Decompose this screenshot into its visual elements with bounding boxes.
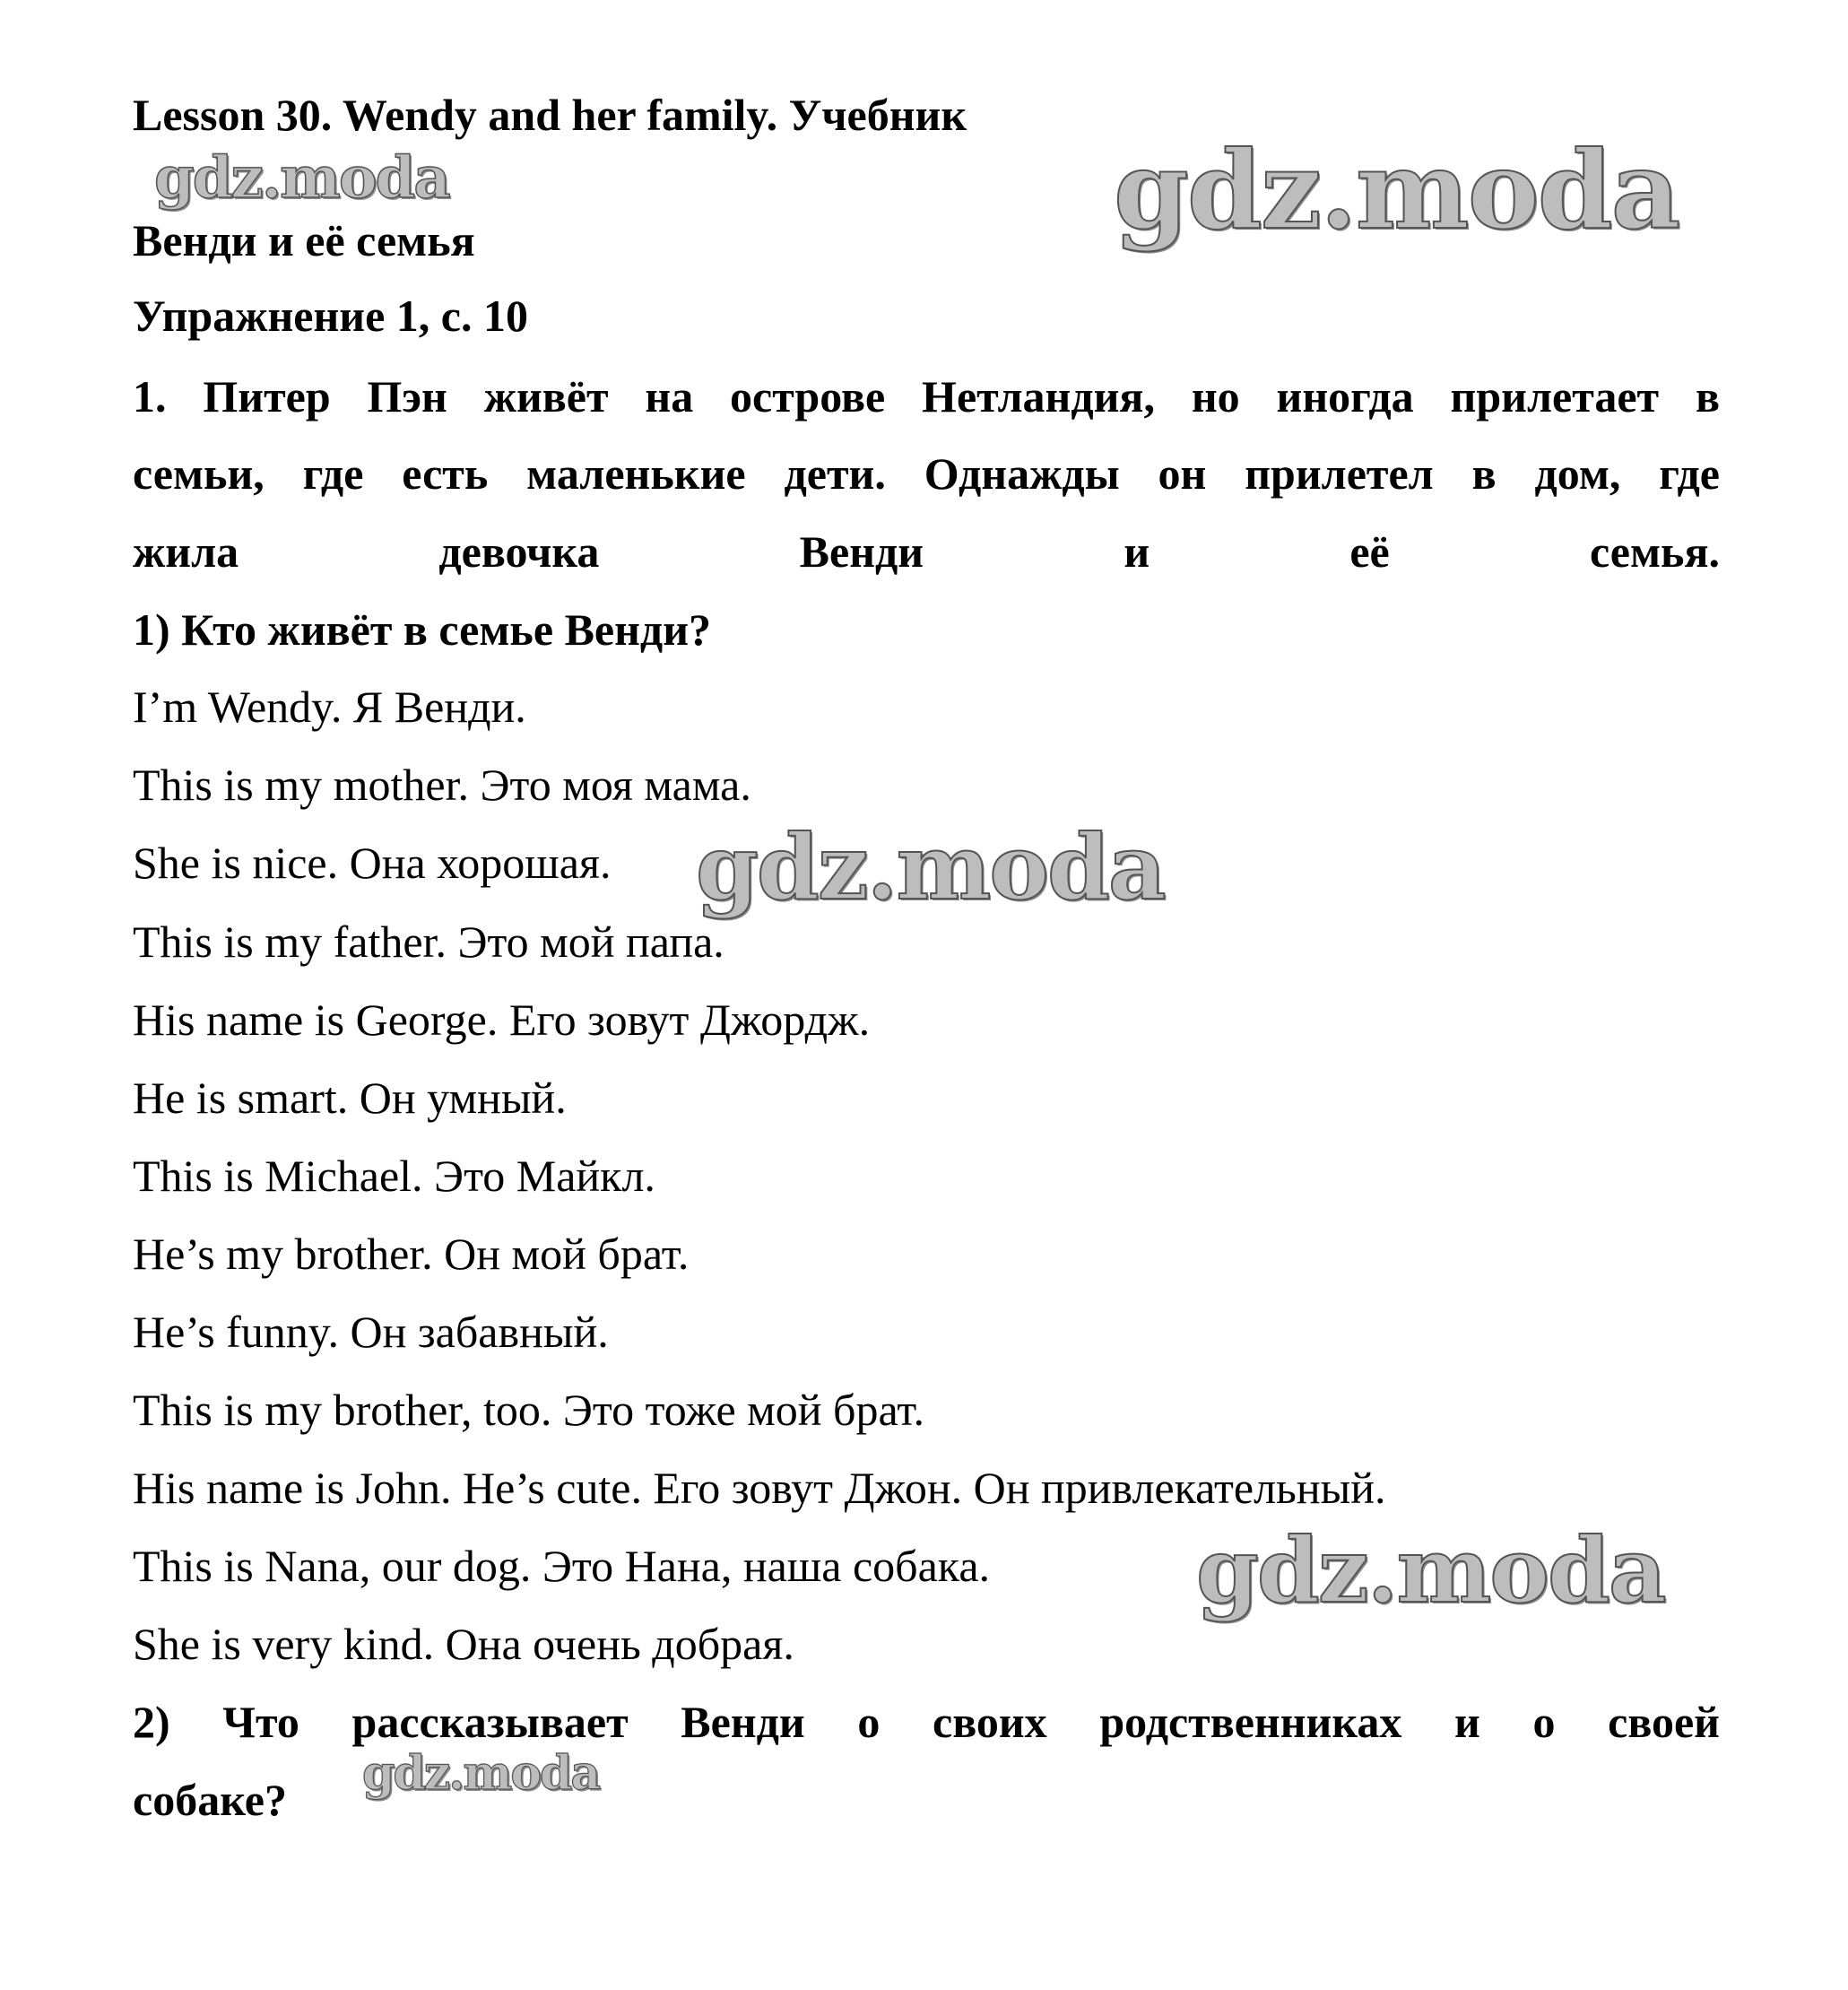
- watermark-logo: gdz.moda: [362, 1746, 600, 1801]
- watermark-logo: gdz.moda: [696, 814, 1165, 920]
- lesson-title: Lesson 30. Wendy and her family. Учебник: [133, 90, 967, 140]
- answer-line: He is smart. Он умный.: [133, 1073, 567, 1123]
- answer-line: His name is John. He’s cute. Его зовут Джон. Он привлекательный.: [133, 1463, 1386, 1513]
- watermark-logo: gdz.moda: [1196, 1517, 1665, 1623]
- answer-line: This is my brother, too. Это тоже мой брат.: [133, 1385, 924, 1435]
- answer-line: His name is George. Его зовут Джордж.: [133, 995, 871, 1045]
- answer-line: She is nice. Она хорошая.: [133, 838, 612, 888]
- answer-line: This is Nana, our dog. Это Нана, наша собака.: [133, 1541, 991, 1591]
- answer-line: This is my father. Это мой папа.: [133, 917, 724, 967]
- answer-line: He’s my brother. Он мой брат.: [133, 1229, 690, 1279]
- answer-line: This is my mother. Это моя мама.: [133, 760, 751, 810]
- question-2-line-1: 2) Что рассказывает Венди о своих родственниках и о своей: [133, 1697, 1720, 1747]
- answer-line: This is Michael. Это Майкл.: [133, 1151, 655, 1201]
- lesson-subtitle: Венди и её семья: [133, 215, 475, 265]
- question-2-line-2: собаке?: [133, 1775, 287, 1825]
- answer-line: He’s funny. Он забавный.: [133, 1307, 609, 1357]
- answer-line: She is very kind. Она очень добрая.: [133, 1619, 794, 1669]
- task-intro-line-2: семьи, где есть маленькие дети. Однажды он прилетел в дом, где: [133, 448, 1720, 499]
- task-intro-line-1: 1. Питер Пэн живёт на острове Нетландия, но иногда прилетает в: [133, 371, 1720, 421]
- watermark-logo: gdz.moda: [154, 144, 449, 212]
- exercise-heading: Упражнение 1, с. 10: [133, 291, 528, 341]
- watermark-logo: gdz.moda: [1114, 127, 1679, 254]
- question-1: 1) Кто живёт в семье Венди?: [133, 604, 712, 655]
- answer-line: I’m Wendy. Я Венди.: [133, 682, 526, 732]
- task-intro-line-3: жила девочка Венди и её семья.: [133, 526, 1720, 577]
